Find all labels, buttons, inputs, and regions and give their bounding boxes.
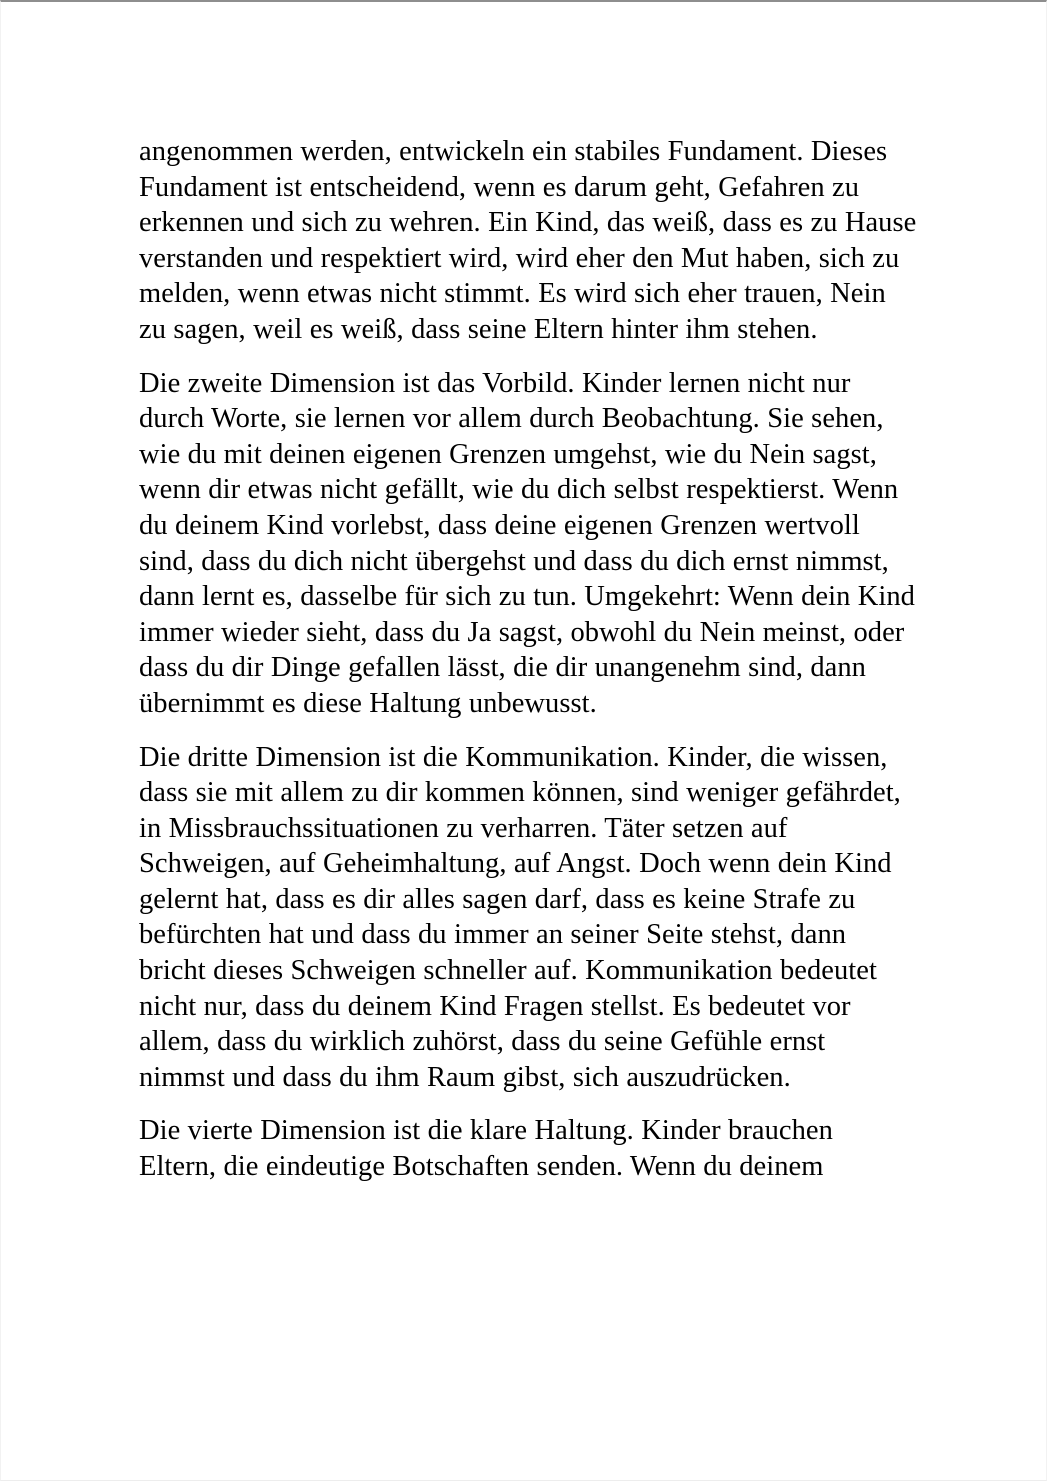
body-text-column bbox=[139, 134, 917, 1185]
paragraph-dritte-dimension: Die dritte Dimension ist die Kommunikation. Kinder, die wissen, dass sie mit allem zu dir kommen können, sind weniger gefährdet, in Missbrauchssituationen zu verharren. Täter setzen auf Schweigen, auf Geheimhaltung, auf Angst. Doch wenn dein Kind gelernt hat, dass es dir alles sagen darf, dass es keine Strafe zu befürchten hat und dass du immer an seiner Seite stehst, dann bricht dieses Schweigen schneller auf. Kommunikation bedeutet nicht nur, dass du deinem Kind Fragen stellst. Es bedeutet vor allem, dass du wirklich zuhörst, dass du seine Gefühle ernst nimmst und dass du ihm Raum gibst, sich auszudrücken. bbox=[139, 741, 901, 1093]
paragraph-continuation: angenommen werden, entwickeln ein stabiles Fundament. Dieses Fundament ist entscheidend, wenn es darum geht, Gefahren zu erkennen und sich zu wehren. Ein Kind, das weiß, dass es zu Hause verstanden und respektiert wird, wird eher den Mut haben, sich zu melden, wenn etwas nicht stimmt. Es wird sich eher trauen, Nein zu sagen, weil es weiß, dass seine Eltern hinter ihm stehen. bbox=[139, 136, 917, 345]
paragraph-zweite-dimension: Die zweite Dimension ist das Vorbild. Kinder lernen nicht nur durch Worte, sie lernen vor allem durch Beobachtung. Sie sehen, wie du mit deinen eigenen Grenzen umgehst, wie du Nein sagst, wenn dir etwas nicht gefällt, wie du dich selbst respektierst. Wenn du deinem Kind vorlebst, dass deine eigenen Grenzen wertvoll sind, dass du dich nicht übergehst und dass du dich ernst nimmst, dann lernt es, dasselbe für sich zu tun. Umgekehrt: Wenn dein Kind immer wieder sieht, dass du Ja sagst, obwohl du Nein meinst, oder dass du dir Dinge gefallen lässt, die dir unangenehm sind, dann übernimmt es diese Haltung unbewusst. bbox=[139, 367, 915, 719]
paragraph-vierte-dimension: Die vierte Dimension ist die klare Haltung. Kinder brauchen Eltern, die eindeutige Botschaften senden. Wenn du deinem bbox=[139, 1115, 833, 1183]
